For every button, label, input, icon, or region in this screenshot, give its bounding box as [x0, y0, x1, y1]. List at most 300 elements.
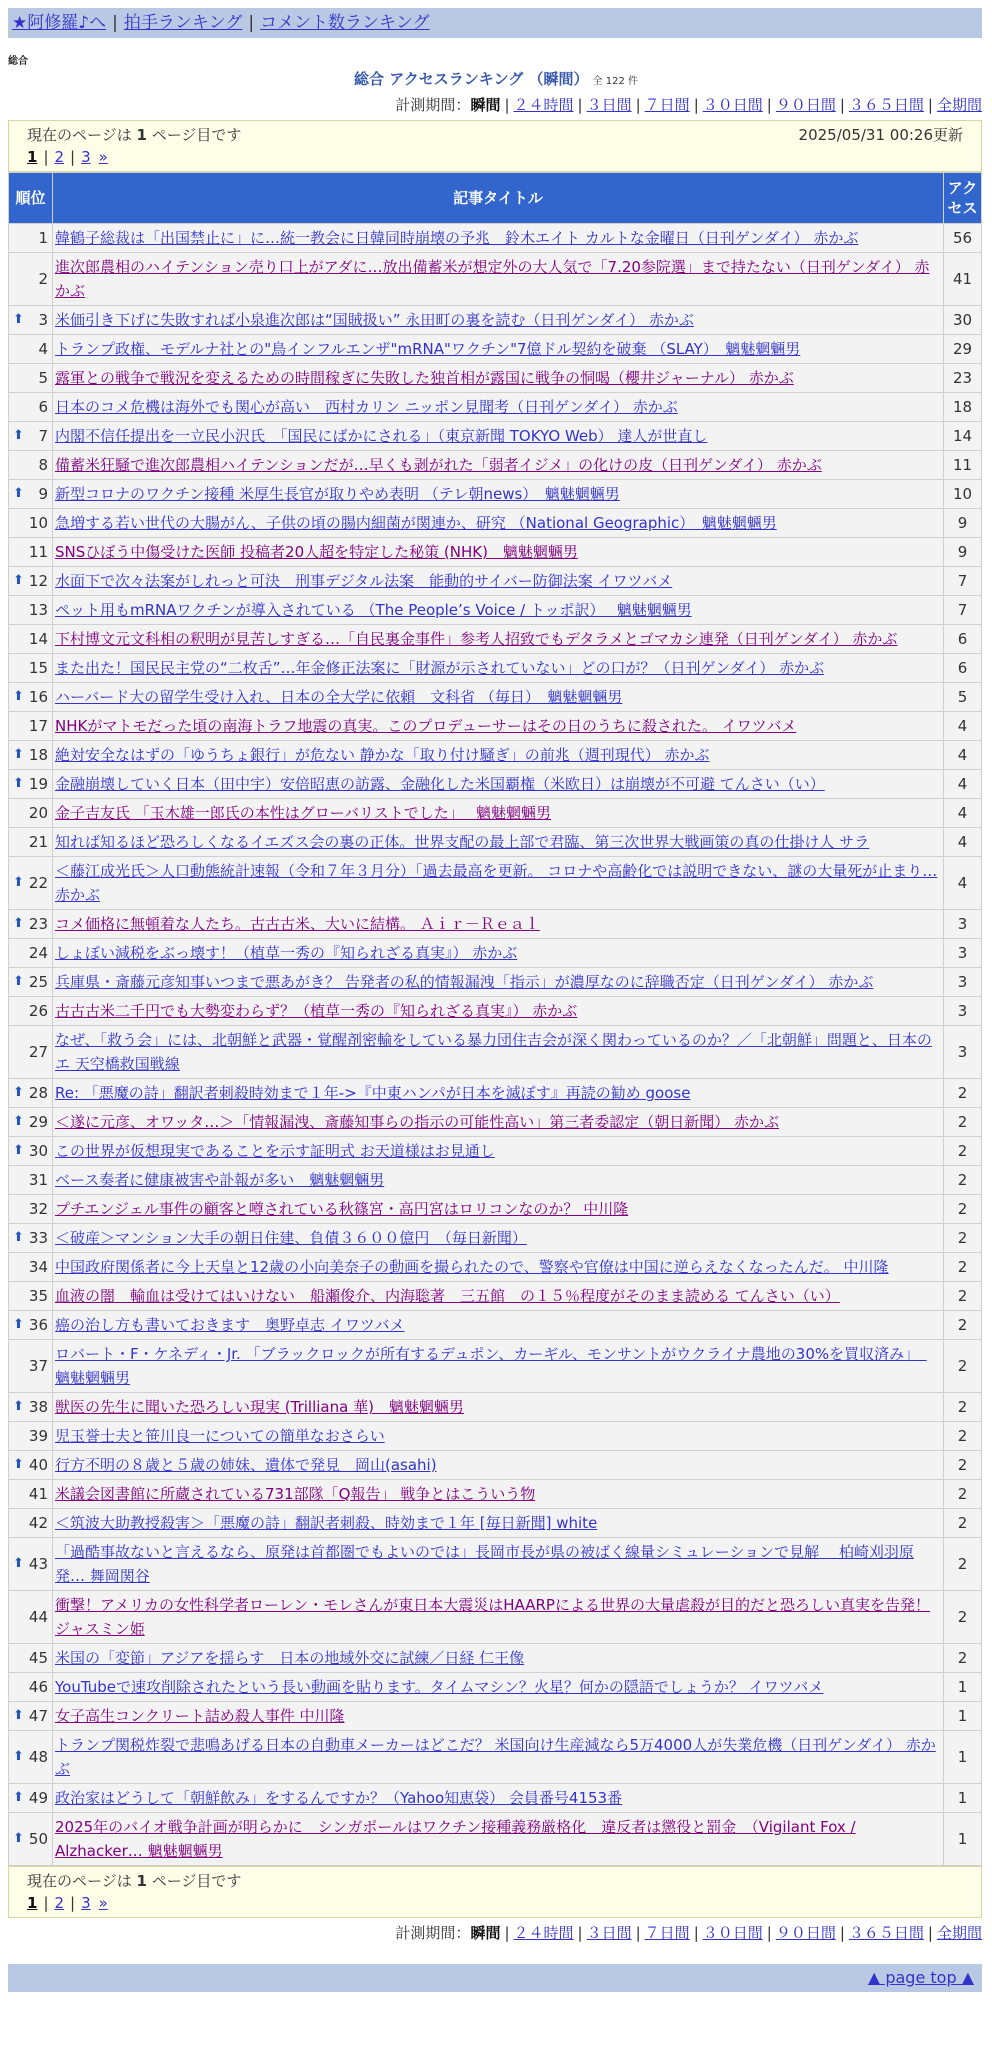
rank-number: 33: [28, 1229, 48, 1247]
rank-cell: [9, 567, 53, 596]
article-link[interactable]: 下村博文元文科相の釈明が見苦しすぎる…「自民裏金事件」参考人招致でもデタラメとゴマカシ連発（日刊ゲンダイ） 赤かぶ: [55, 630, 898, 648]
title-cell: [53, 1253, 944, 1282]
article-link[interactable]: 金子吉友氏 「玉木雄一郎氏の本性はグローバリストでした」 魑魅魍魎男: [55, 804, 551, 822]
access-count: 4: [944, 799, 982, 828]
period-link[interactable]: ３０日間: [702, 1924, 763, 1942]
separator: |: [927, 1924, 933, 1942]
rank-number: 38: [28, 1398, 48, 1416]
title-cell: [53, 939, 944, 968]
table-row: [9, 828, 982, 857]
rank-cell: [9, 224, 53, 253]
rank-number: 36: [28, 1316, 48, 1334]
access-count: 2: [944, 1480, 982, 1509]
arrow-up-icon: ⬆: [13, 1230, 24, 1245]
period-label: 計測期間：: [395, 96, 471, 114]
page-link-1[interactable]: 1: [27, 148, 38, 166]
rank-number: 18: [28, 746, 48, 764]
article-link[interactable]: 露軍との戦争で戦況を変えるための時間稼ぎに失敗した独首相が露国に戦争の恫喝（櫻井ジャーナル） 赤かぶ: [55, 369, 794, 387]
article-link[interactable]: 内閣不信任提出を一立民小沢氏 「国民にばかにされる」（東京新聞 TOKYO Web） 達人が世直し: [55, 427, 708, 445]
page-status-prefix: 現在のページは: [27, 126, 132, 144]
title-cell: [53, 1026, 944, 1079]
period-link[interactable]: ７日間: [644, 96, 690, 114]
article-link[interactable]: ＜筑波大助教授殺害＞「悪魔の詩」翻訳者刺殺、時効まで１年 [毎日新聞] white: [55, 1514, 598, 1532]
arrow-up-icon: ⬆: [13, 747, 24, 762]
rank-cell: [9, 1166, 53, 1195]
article-link[interactable]: 米議会図書館に所蔵されている731部隊「Q報告」 戦争とはこういう物: [55, 1485, 536, 1503]
access-count: 2: [944, 1509, 982, 1538]
article-link[interactable]: 日本のコメ危機は海外でも関心が高い 西村カリン ニッポン見聞考（日刊ゲンダイ） 赤かぶ: [55, 398, 678, 416]
page-link-3[interactable]: 3: [81, 148, 91, 166]
title-cell: [53, 422, 944, 451]
article-link[interactable]: 米価引き下げに失敗すれば小泉進次郎は“国賊扱い” 永田町の裏を読む（日刊ゲンダイ） 赤かぶ: [55, 311, 694, 329]
table-row: [9, 1137, 982, 1166]
article-link[interactable]: しょぼい減税をぶっ壊す！（植草一秀の『知られざる真実』） 赤かぶ: [55, 944, 518, 962]
access-count: 9: [944, 509, 982, 538]
table-row: [9, 1813, 982, 1866]
arrow-up-icon: ⬆: [13, 689, 24, 704]
period-selector-bottom: [0, 1922, 982, 1944]
rank-cell: [9, 1195, 53, 1224]
article-link[interactable]: ペット用もmRNAワクチンが導入されている （The People’s Voice / トッポ訳） 魑魅魍魎男: [55, 601, 692, 619]
title-cell: [53, 1784, 944, 1813]
period-link[interactable]: ９０日間: [775, 1924, 836, 1942]
period-link[interactable]: ３日間: [586, 96, 632, 114]
arrow-up-icon: ⬆: [13, 776, 24, 791]
title-cell: [53, 1137, 944, 1166]
table-row: [9, 799, 982, 828]
period-selector: [0, 94, 982, 116]
access-count: 2: [944, 1224, 982, 1253]
rank-cell: [9, 654, 53, 683]
rank-number: 6: [38, 398, 48, 416]
ranking-heading: [0, 68, 992, 90]
rank-number: 35: [28, 1287, 48, 1305]
page-links: [27, 1892, 963, 1914]
article-link[interactable]: 児玉誉士夫と笹川良一についての簡単なおさらい: [55, 1427, 385, 1445]
access-count: 2: [944, 1282, 982, 1311]
article-link[interactable]: トランプ政権、モデルナ社との"鳥インフルエンザ"mRNA"ワクチン"7億ドル契約を破棄 （SLAY） 魑魅魍魎男: [55, 340, 801, 358]
period-links: [500, 96, 982, 114]
next-page-link[interactable]: »: [98, 148, 108, 166]
page-link-2[interactable]: 2: [54, 1894, 65, 1912]
period-link[interactable]: ３６５日間: [848, 96, 924, 114]
arrow-up-icon: ⬆: [13, 1143, 24, 1158]
article-link[interactable]: ＜藤江成光氏＞人口動態統計速報（令和７年３月分）「過去最高を更新。 コロナや高齢化では説明できない、謎の大量死が止まり… 赤かぶ: [55, 862, 938, 904]
page-status: [27, 124, 241, 146]
rank-cell: [9, 857, 53, 910]
rank-cell: [9, 1137, 53, 1166]
article-link[interactable]: 衝撃！アメリカの女性科学者ローレン・モレさんが東日本大震災はHAARPによる世界の大量虐殺が目的だと恐ろしい真実を告発！ ジャスミン姫: [55, 1596, 930, 1638]
rank-number: 41: [28, 1485, 48, 1503]
period-link[interactable]: ２４時間: [513, 1924, 574, 1942]
access-count: 7: [944, 596, 982, 625]
access-count: 1: [944, 1784, 982, 1813]
access-count: 1: [944, 1813, 982, 1866]
access-count: 2: [944, 1644, 982, 1673]
title-cell: [53, 857, 944, 910]
access-count: 4: [944, 770, 982, 799]
access-count: 2: [944, 1311, 982, 1340]
rank-cell: [9, 364, 53, 393]
rank-cell: [9, 1393, 53, 1422]
rank-cell: [9, 712, 53, 741]
access-count: 7: [944, 567, 982, 596]
title-cell: [53, 910, 944, 939]
title-cell: [53, 1166, 944, 1195]
page-status-number: 1: [136, 126, 147, 144]
rank-number: 22: [28, 874, 48, 892]
current-period: 瞬間: [470, 96, 501, 114]
access-header: アクセス: [944, 173, 982, 224]
separator: |: [766, 1924, 772, 1942]
rank-cell: [9, 335, 53, 364]
rank-number: 2: [38, 270, 48, 288]
rank-cell: [9, 1509, 53, 1538]
updated-time: 2025/05/31 00:26更新: [798, 126, 963, 144]
access-count: 1: [944, 1731, 982, 1784]
rank-number: 13: [28, 601, 48, 619]
article-link[interactable]: 中国政府関係者に今上天皇と12歳の小向美奈子の動画を撮られたので、警察や官僚は中国に逆らえなくなったんだ。 中川隆: [55, 1258, 889, 1276]
article-link[interactable]: 「過酷事故ないと言えるなら、原発は首都圏でもよいのでは」長岡市長が県の被ばく線量シミュレーションで見解 柏崎刈羽原発… 舞岡関谷: [55, 1543, 914, 1585]
article-link[interactable]: 米国の「変節」アジアを揺らす 日本の地域外交に試練／日経 仁王像: [55, 1649, 525, 1667]
page-title: 総合 アクセスランキング （瞬間）: [354, 70, 589, 88]
rank-number: 29: [28, 1113, 48, 1131]
table-row: [9, 770, 982, 799]
category-label: 総合: [8, 56, 28, 67]
rank-number: 39: [28, 1427, 48, 1445]
page-status-bottom: [27, 1870, 963, 1892]
access-count: 3: [944, 939, 982, 968]
title-cell: [53, 567, 944, 596]
title-cell: [53, 1195, 944, 1224]
rank-cell: [9, 828, 53, 857]
title-cell: [53, 997, 944, 1026]
article-link[interactable]: NHKがマトモだった頃の南海トラフ地震の真実。このプロデューサーはその日のうちに殺された。 イワツバメ: [55, 717, 797, 735]
rank-cell: [9, 393, 53, 422]
page-link-1[interactable]: 1: [27, 1894, 38, 1912]
arrow-up-icon: ⬆: [13, 1749, 24, 1764]
comment-ranking-link[interactable]: コメント数ランキング: [260, 13, 430, 33]
article-link[interactable]: プチエンジェル事件の顧客と噂されている秋篠宮・高円宮はロリコンなのか？ 中川隆: [55, 1200, 629, 1218]
table-row: [9, 596, 982, 625]
article-link[interactable]: また出た！国民民主党の“二枚舌”…年金修正法案に「財源が示されていない」どの口が？（日刊ゲンダイ） 赤かぶ: [55, 659, 825, 677]
title-cell: [53, 1644, 944, 1673]
table-row: [9, 1422, 982, 1451]
rank-number: 50: [28, 1830, 48, 1848]
page-top-link[interactable]: ▲ page top ▲: [867, 1968, 974, 1987]
title-cell: [53, 1480, 944, 1509]
article-link[interactable]: ＜破産＞マンション大手の朝日住建、負債３６００億円 （毎日新聞）: [55, 1229, 527, 1247]
article-link[interactable]: トランプ関税炸裂で悲鳴あげる日本の自動車メーカーはどこだ？ 米国向け生産減なら5万4000人が失業危機（日刊ゲンダイ） 赤かぶ: [55, 1736, 936, 1778]
page-link-2[interactable]: 2: [54, 148, 65, 166]
separator: |: [112, 13, 118, 33]
separator: |: [504, 1924, 510, 1942]
rank-cell: [9, 799, 53, 828]
article-link[interactable]: なぜ、「救う会」には、北朝鮮と武器・覚醒剤密輸をしている暴力団住吉会が深く関わっているのか？／「北朝鮮」問題と、日本のエ 天空橋救国戦線: [55, 1031, 932, 1073]
access-count: 6: [944, 654, 982, 683]
access-count: 2: [944, 1079, 982, 1108]
period-link[interactable]: ７日間: [644, 1924, 690, 1942]
arrow-up-icon: ⬆: [13, 875, 24, 890]
period-link[interactable]: 全期間: [936, 1924, 982, 1942]
article-link[interactable]: ベース奏者に健康被害や訃報が多い 魑魅魍魎男: [55, 1171, 385, 1189]
arrow-up-icon: ⬆: [13, 428, 24, 443]
rank-number: 23: [28, 915, 48, 933]
rank-number: 27: [28, 1043, 48, 1061]
table-row: [9, 857, 982, 910]
rank-cell: [9, 1108, 53, 1137]
title-cell: [53, 538, 944, 567]
arrow-up-icon: ⬆: [13, 974, 24, 989]
access-count: 6: [944, 625, 982, 654]
access-count: 5: [944, 683, 982, 712]
title-cell: [53, 1813, 944, 1866]
access-count: 18: [944, 393, 982, 422]
arrow-up-icon: ⬆: [13, 1399, 24, 1414]
period-link[interactable]: ２４時間: [513, 96, 574, 114]
rank-cell: [9, 1731, 53, 1784]
article-link[interactable]: 絶対安全なはずの「ゆうちょ銀行」が危ない 静かな「取り付け騒ぎ」の前兆（週刊現代） 赤かぶ: [55, 746, 710, 764]
separator: |: [43, 1894, 49, 1912]
current-period: 瞬間: [470, 1924, 501, 1942]
title-cell: [53, 224, 944, 253]
table-row: [9, 1311, 982, 1340]
rank-cell: [9, 451, 53, 480]
rank-number: 12: [28, 572, 48, 590]
article-link[interactable]: 血液の闇 輸血は受けてはいけない 船瀬俊介、内海聡著 三五館 の１５％程度がそのまま読める てんさい（い）: [55, 1287, 840, 1305]
rank-cell: [9, 1253, 53, 1282]
article-link[interactable]: 知れば知るほど恐ろしくなるイエズス会の裏の正体。世界支配の最上部で君臨、第三次世界大戦画策の真の仕掛け人 サラ: [55, 833, 870, 851]
article-link[interactable]: 癌の治し方も書いておきます 奥野卓志 イワツバメ: [55, 1316, 405, 1334]
title-cell: [53, 596, 944, 625]
separator: |: [635, 1924, 641, 1942]
table-row: [9, 683, 982, 712]
access-count: 3: [944, 968, 982, 997]
separator: |: [839, 1924, 845, 1942]
access-count: 4: [944, 712, 982, 741]
rank-number: 42: [28, 1514, 48, 1532]
access-count: 2: [944, 1340, 982, 1393]
table-row: [9, 224, 982, 253]
title-cell: [53, 1282, 944, 1311]
table-row: [9, 567, 982, 596]
table-row: [9, 1079, 982, 1108]
arrow-up-icon: ⬆: [13, 486, 24, 501]
rank-cell: [9, 1644, 53, 1673]
access-count: 1: [944, 1702, 982, 1731]
rank-number: 28: [28, 1084, 48, 1102]
arrow-up-icon: ⬆: [13, 573, 24, 588]
title-cell: [53, 364, 944, 393]
table-row: [9, 1673, 982, 1702]
article-link[interactable]: 水面下で次々法案がしれっと可決 刑事デジタル法案 能動的サイバー防御法案 イワツバメ: [55, 572, 673, 590]
table-row: [9, 306, 982, 335]
access-count: 3: [944, 1026, 982, 1079]
rank-cell: [9, 509, 53, 538]
table-row: [9, 480, 982, 509]
rank-number: 49: [28, 1789, 48, 1807]
article-link[interactable]: この世界が仮想現実であることを示す証明式 お天道様はお見通し: [55, 1142, 495, 1160]
arrow-up-icon: ⬆: [13, 1317, 24, 1332]
rank-cell: [9, 1480, 53, 1509]
table-row: [9, 422, 982, 451]
rank-number: 37: [28, 1357, 48, 1375]
footer-bar: [8, 1964, 982, 1992]
access-count: 29: [944, 335, 982, 364]
access-count: 2: [944, 1422, 982, 1451]
rank-cell: [9, 910, 53, 939]
table-row: [9, 1195, 982, 1224]
article-link[interactable]: YouTubeで速攻削除されたという長い動画を貼ります。タイムマシン？火星？何かの隠語でしょうか？ イワツバメ: [55, 1678, 824, 1696]
access-count: 4: [944, 741, 982, 770]
title-cell: [53, 1509, 944, 1538]
separator: |: [693, 1924, 699, 1942]
rank-number: 40: [28, 1456, 48, 1474]
title-header: 記事タイトル: [53, 173, 944, 224]
rank-number: 16: [28, 688, 48, 706]
article-link[interactable]: 兵庫県・斎藤元彦知事いつまで悪あがき？ 告発者の私的情報漏洩「指示」が濃厚なのに辞職否定（日刊ゲンダイ） 赤かぶ: [55, 973, 874, 991]
rank-cell: [9, 968, 53, 997]
top-navigation-bar: [8, 8, 982, 38]
title-cell: [53, 1538, 944, 1591]
rank-cell: [9, 683, 53, 712]
next-page-link[interactable]: »: [98, 1894, 108, 1912]
rank-cell: [9, 422, 53, 451]
access-count: 30: [944, 306, 982, 335]
rank-cell: [9, 480, 53, 509]
article-link[interactable]: 新型コロナのワクチン接種 米厚生長官が取りやめ表明 （テレ朝news） 魑魅魍魎男: [55, 485, 620, 503]
page-status-suffix: ページ目です: [151, 1872, 242, 1890]
article-link[interactable]: コメ価格に無頓着な人たち。古古古米、大いに結構。 Ａｉｒ－Ｒｅａｌ: [55, 915, 540, 933]
page-link-3[interactable]: 3: [81, 1894, 91, 1912]
separator: |: [248, 13, 255, 33]
table-row: [9, 1282, 982, 1311]
separator: |: [577, 1924, 583, 1942]
title-cell: [53, 741, 944, 770]
rank-cell: [9, 1813, 53, 1866]
period-link[interactable]: ９０日間: [775, 96, 836, 114]
pager-top: [8, 120, 982, 172]
access-count: 3: [944, 910, 982, 939]
arrow-up-icon: ⬆: [13, 1457, 24, 1472]
article-link[interactable]: 女子高生コンクリート詰め殺人事件 中川隆: [55, 1707, 345, 1725]
table-row: [9, 1480, 982, 1509]
rank-cell: [9, 538, 53, 567]
table-row: [9, 253, 982, 306]
rank-cell: [9, 306, 53, 335]
title-cell: [53, 799, 944, 828]
access-count: 2: [944, 1591, 982, 1644]
arrow-up-icon: ⬆: [13, 1085, 24, 1100]
article-link[interactable]: ＜遂に元彦、オワッタ…＞「情報漏洩、斎藤知事らの指示の可能性高い」第三者委認定（朝日新聞） 赤かぶ: [55, 1113, 780, 1131]
rank-cell: [9, 741, 53, 770]
article-link[interactable]: 行方不明の８歳と５歳の姉妹、遺体で発見 岡山(asahi): [55, 1456, 437, 1474]
table-row: [9, 335, 982, 364]
title-cell: [53, 625, 944, 654]
rank-cell: [9, 997, 53, 1026]
article-link[interactable]: ロバート・F・ケネディ・Jr. 「ブラックロックが所有するデュポン、カーギル、モンサントがウクライナ農地の30%を買収済み」 魑魅魍魎男: [55, 1345, 927, 1387]
rank-number: 1: [38, 229, 48, 247]
period-link[interactable]: ３０日間: [702, 96, 763, 114]
rank-number: 44: [28, 1608, 48, 1626]
rank-cell: [9, 625, 53, 654]
table-row: [9, 1340, 982, 1393]
rank-cell: [9, 1538, 53, 1591]
title-cell: [53, 1702, 944, 1731]
article-link[interactable]: Re: 「悪魔の詩」翻訳者刺殺時効まで１年->『中東ハンパが日本を滅ぼす』再読の勧め goose: [55, 1084, 691, 1102]
article-link[interactable]: 古古古米二千円でも大勢変わらず？（植草一秀の『知られざる真実』） 赤かぶ: [55, 1002, 578, 1020]
table-row: [9, 1108, 982, 1137]
rank-number: 32: [28, 1200, 48, 1218]
separator: |: [577, 96, 583, 114]
rank-number: 19: [28, 775, 48, 793]
rank-number: 46: [28, 1678, 48, 1696]
article-link[interactable]: SNSひぼう中傷受けた医師 投稿者20人超を特定した秘策 (NHK) 魑魅魍魎男: [55, 543, 578, 561]
article-link[interactable]: 金融崩壊していく日本（田中宇）安倍昭恵の訪露、金融化した米国覇権（米欧日）は崩壊が不可避 てんさい（い）: [55, 775, 825, 793]
rank-number: 34: [28, 1258, 48, 1276]
separator: |: [839, 96, 845, 114]
table-row: [9, 1253, 982, 1282]
article-link[interactable]: 政治家はどうして「朝鮮飲み」をするんですか？（Yahoo知恵袋） 会員番号4153番: [55, 1789, 623, 1807]
table-row: [9, 1644, 982, 1673]
article-link[interactable]: 進次郎農相のハイテンション売り口上がアダに…放出備蓄米が想定外の大人気で「7.20参院選」まで持たない（日刊ゲンダイ） 赤かぶ: [55, 258, 930, 300]
article-link[interactable]: 2025年のバイオ戦争計画が明らかに シンガポールはワクチン接種義務厳格化 違反者は懲役と罰金 （Vigilant Fox / Alzhacker… 魑魅魍魎男: [55, 1818, 856, 1860]
table-row: [9, 910, 982, 939]
clap-ranking-link[interactable]: 拍手ランキング: [123, 13, 243, 33]
rank-number: 15: [28, 659, 48, 677]
access-count: 4: [944, 828, 982, 857]
title-cell: [53, 1340, 944, 1393]
arrow-up-icon: ⬆: [13, 916, 24, 931]
ranking-body: [9, 224, 982, 1866]
rank-number: 31: [28, 1171, 48, 1189]
access-count: 2: [944, 1253, 982, 1282]
article-link[interactable]: 獣医の先生に聞いた恐ろしい現実 (Trilliana 華) 魑魅魍魎男: [55, 1398, 464, 1416]
table-header-row: [9, 173, 982, 224]
article-link[interactable]: 韓鶴子総裁は「出国禁止に」に…統一教会に日韓同時崩壊の予兆 鈴木エイト カルトな金曜日（日刊ゲンダイ） 赤かぶ: [55, 229, 859, 247]
table-row: [9, 939, 982, 968]
table-row: [9, 364, 982, 393]
table-row: [9, 1509, 982, 1538]
period-link[interactable]: ３６５日間: [848, 1924, 924, 1942]
arrow-up-icon: ⬆: [13, 1831, 24, 1846]
article-link[interactable]: ハーバード大の留学生受け入れ、日本の全大学に依頼 文科省 （毎日） 魑魅魍魎男: [55, 688, 623, 706]
table-row: [9, 1731, 982, 1784]
access-count: 2: [944, 1195, 982, 1224]
arrow-up-icon: ⬆: [13, 1114, 24, 1129]
rank-number: 8: [38, 456, 48, 474]
access-count: 14: [944, 422, 982, 451]
period-link[interactable]: 全期間: [936, 96, 982, 114]
title-cell: [53, 335, 944, 364]
rank-cell: [9, 1311, 53, 1340]
article-link[interactable]: 備蓄米狂騒で進次郎農相ハイテンションだが…早くも剥がれた「弱者イジメ」の化けの皮（日刊ゲンダイ） 赤かぶ: [55, 456, 822, 474]
article-link[interactable]: 急増する若い世代の大腸がん、子供の頃の腸内細菌が関連か、研究 （National Geographic） 魑魅魍魎男: [55, 514, 777, 532]
table-row: [9, 1026, 982, 1079]
access-count: 2: [944, 1451, 982, 1480]
table-row: [9, 625, 982, 654]
rank-cell: [9, 596, 53, 625]
home-link[interactable]: ★阿修羅♪へ: [12, 13, 107, 33]
ranking-table: [8, 172, 982, 1866]
rank-cell: [9, 1784, 53, 1813]
period-link[interactable]: ３日間: [586, 1924, 632, 1942]
rank-number: 30: [28, 1142, 48, 1160]
separator: |: [693, 96, 699, 114]
rank-number: 9: [38, 485, 48, 503]
rank-number: 11: [28, 543, 48, 561]
table-row: [9, 1702, 982, 1731]
